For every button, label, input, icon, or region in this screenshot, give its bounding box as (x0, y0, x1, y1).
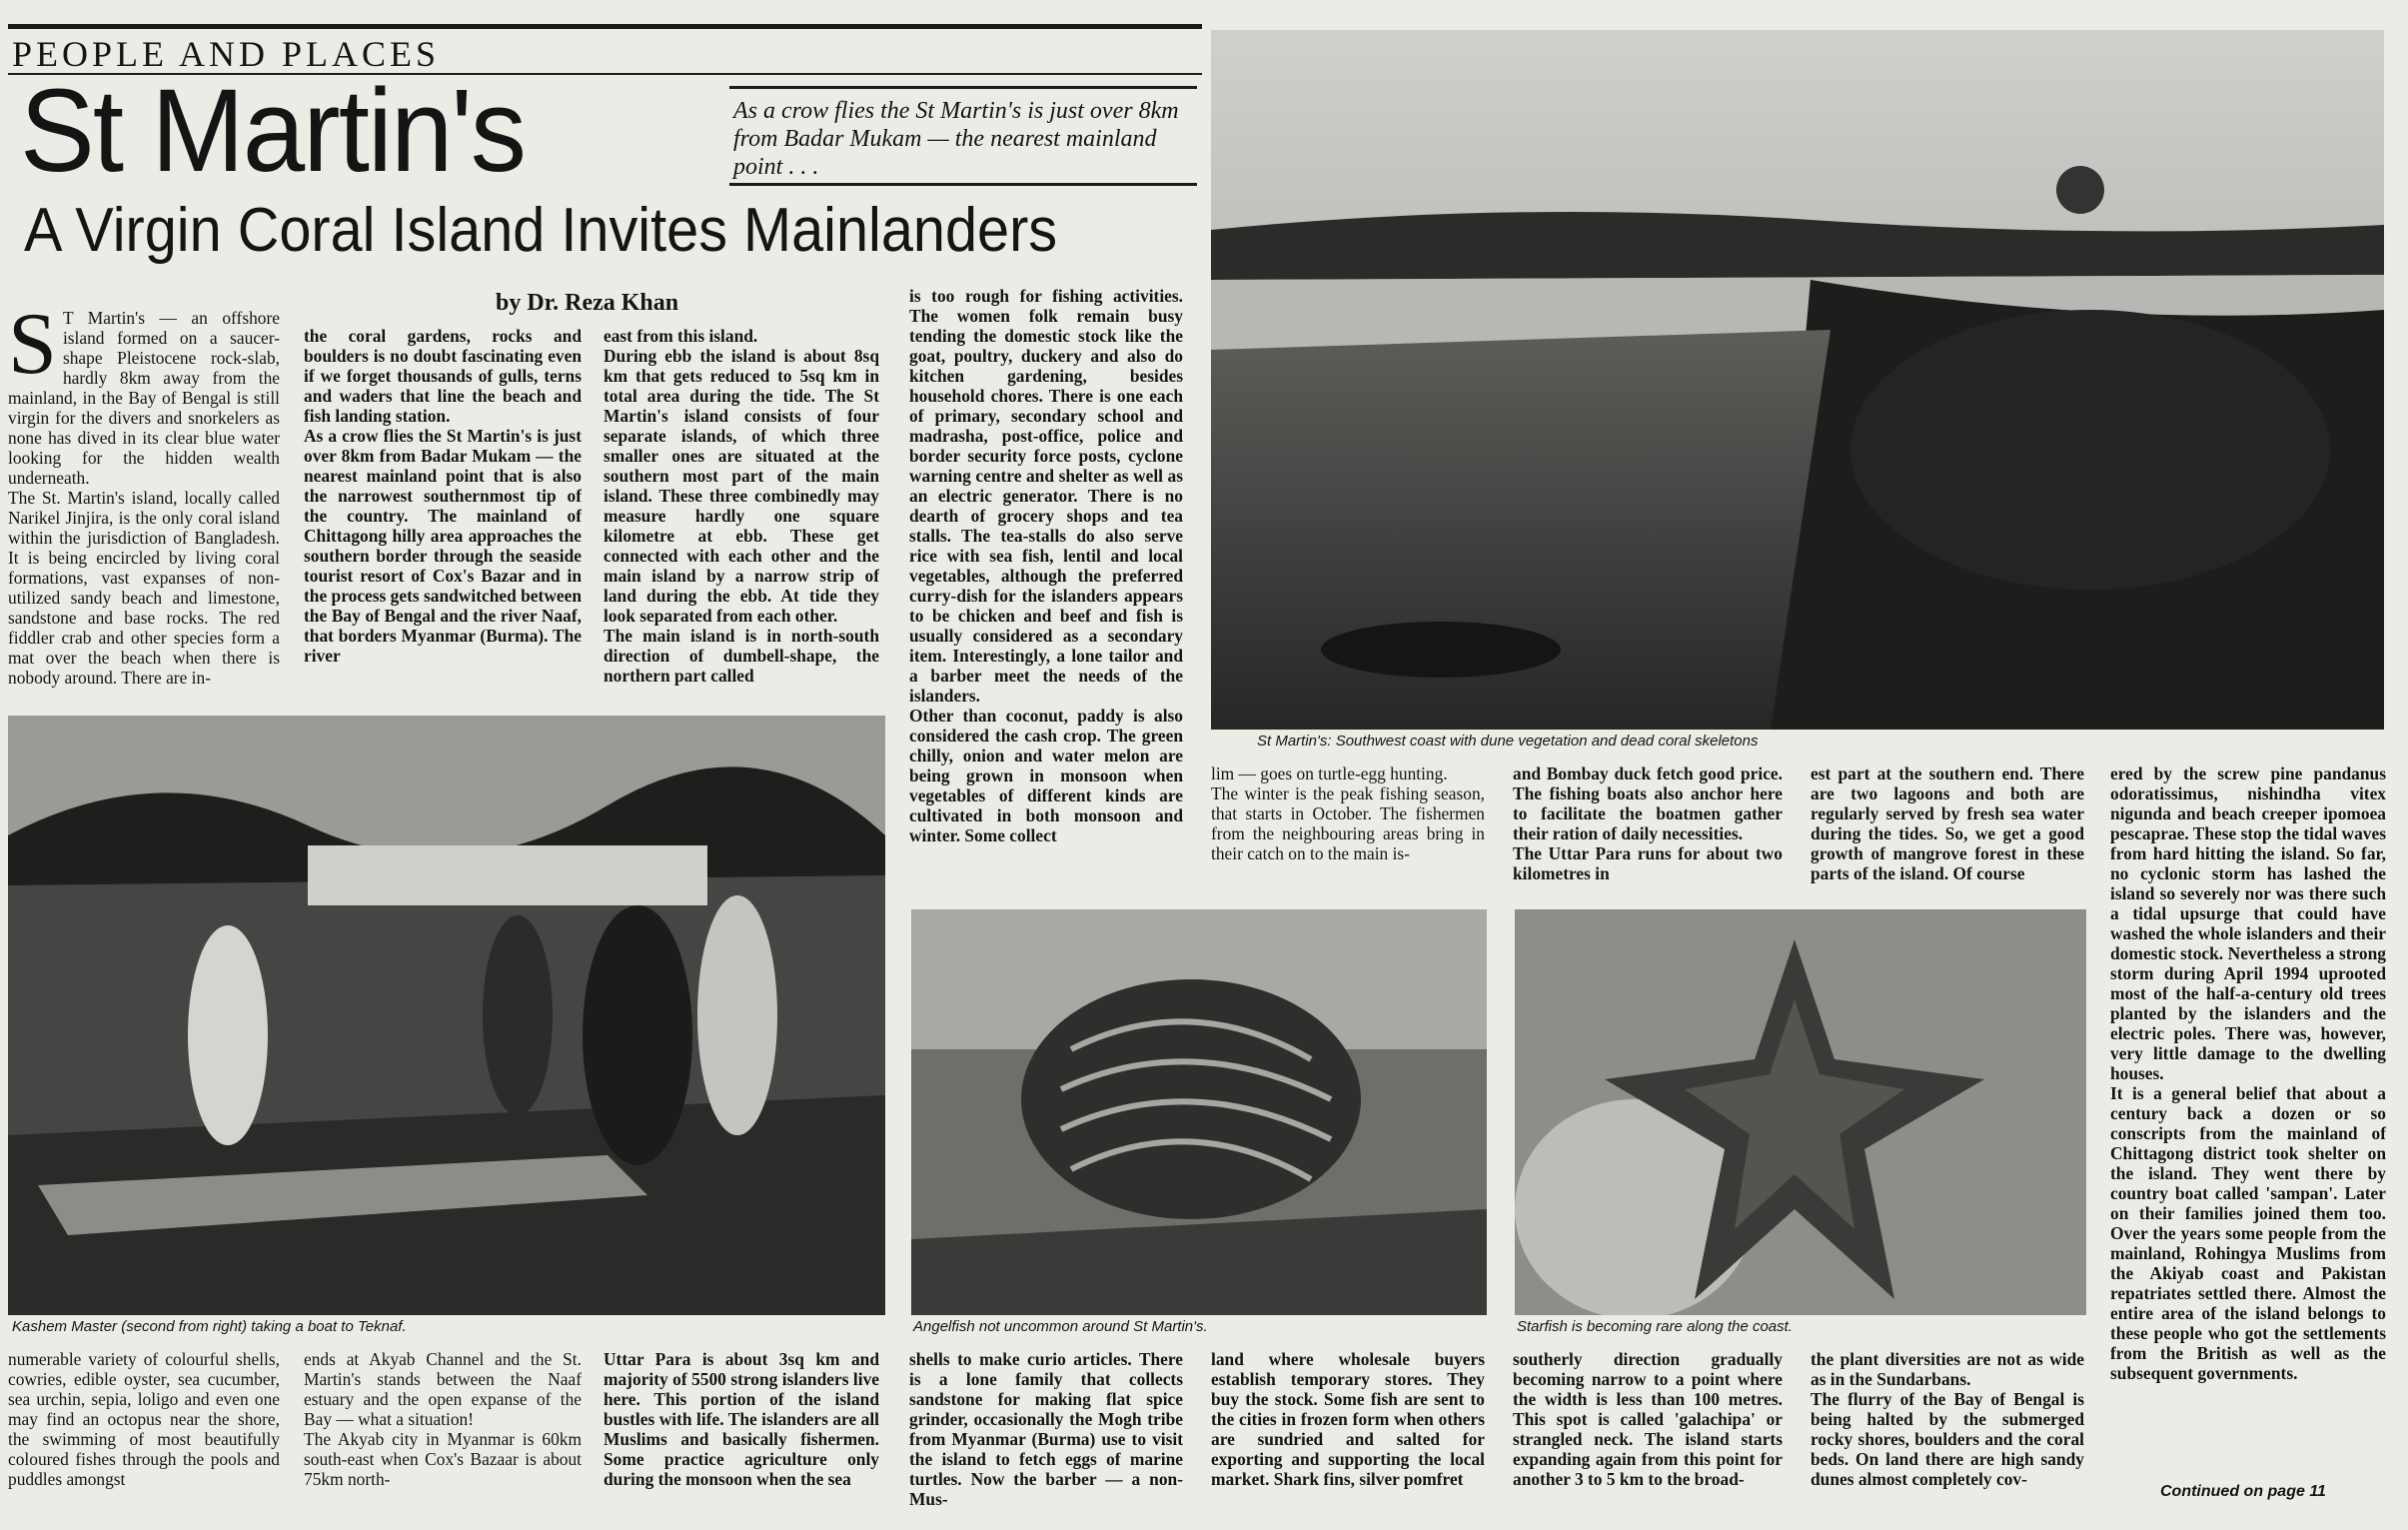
bottom-column-4: shells to make curio articles. There is a lone family that collects sandstone for making flat spice grinder, occasionally the Mogh tribe from Myanmar (Burma) use to visit the island to fetch eggs of marine turtles. Now the barber — a non-Mus- (909, 1349, 1183, 1509)
bottom-column-7: the plant diversities are not as wide as in the Sundarbans. The flurry of the Bay of Bengal is being halted by the submerged rocky shores, boulders and the coral beds. On land there are high sandy dunes almost completely cov- (1810, 1349, 2084, 1489)
bottom-column-1: numerable variety of colourful shells, cowries, edible oyster, sea cucumber, sea urchin, sepia, loligo and even one may find an octopus near the shore, the swimming of most beautifully coloured fishes through the pools and puddles amongst (8, 1349, 280, 1489)
article-column-5: lim — goes on turtle-egg hunting. The winter is the peak fishing season, that starts in October. The fishermen from the neighbouring areas bring in their catch on to the main is- (1211, 764, 1485, 863)
continued-note: Continued on page 11 (2160, 1483, 2326, 1500)
headline: St Martin's (20, 65, 526, 197)
bottom-column-3: Uttar Para is about 3sq km and majority of 5500 strong islanders live here. This portion of the island bustles with life. The islanders are all Muslims and basically fishermen. Some practice agriculture only during the monsoon when the sea (603, 1349, 879, 1489)
bottom-column-2: ends at Akyab Channel and the St. Martin's stands between the Naaf estuary and the open expanse of the Bay — what a situation! The Akyab city in Myanmar is 60km south-east when Cox's Bazaar is about 75km north- (304, 1349, 582, 1489)
article-column-3: east from this island. During ebb the island is about 8sq km that gets reduced to 5sq km in total area during the tide. The St Martin's island consists of four separate islands, of which three smaller ones are situated at the southern most part of the main island. These three combinedly may measure hardly one square kilometre at ebb. These get connected with each other and the main island by a narrow strip of land during the ebb. At tide they look separated from each other. The main island is in north-south direction of dumbell-shape, the northern part called (603, 326, 879, 686)
coast-caption: St Martin's: Southwest coast with dune vegetation and dead coral skeletons (1257, 733, 1759, 750)
article-column-4: is too rough for fishing activities. The women folk remain busy tending the domestic stock like the goat, poultry, duckery and also do kitchen gardening, besides household chores. There is one each of primary, secondary school and madrasha, post-office, police and border security force posts, cyclone warning centre and shelter as well as an electric generator. There is no dearth of grocery shops and tea stalls. The tea-stalls do also serve rice with sea fish, lentil and local vegetables, although the preferred curry-dish for the islanders appears to be chicken and beef and fish is usually considered as a secondary item. Interestingly, a lone tailor and a barber meet the needs of the islanders. Other than coconut, paddy is also considered the cash crop. The green chilly, onion and water melon are being grown in monsoon when vegetables of different kinds are cultivated in both monsoon and winter. Some collect (909, 286, 1183, 845)
pull-quote: As a crow flies the St Martin's is just over 8km from Badar Mukam — the nearest mainland point . . . (729, 86, 1197, 186)
coast-photo (1211, 30, 2384, 730)
article-column-6: and Bombay duck fetch good price. The fishing boats also anchor here to facilitate the boatmen gather their ration of daily necessities. The Uttar Para runs for about two kilometres in (1513, 764, 1783, 883)
byline: by Dr. Reza Khan (496, 290, 679, 316)
starfish-caption: Starfish is becoming rare along the coast. (1517, 1318, 1793, 1335)
bottom-column-6: southerly direction gradually becoming narrow to a point where the width is less than 100 metres. This spot is called 'galachipa' or strangled neck. The island starts expanding again from this point for another 3 to 5 km to the broad- (1513, 1349, 1783, 1489)
boat-photo (8, 716, 885, 1315)
article-column-1-text: T Martin's — an offshore island formed on a saucer-shape Pleistocene rock-slab, hardly 8km away from the mainland, in the Bay of Bengal is still virgin for the divers and snorkelers as none has dived in its clear blue water looking for the hidden wealth underneath. The St. Martin's island, locally called Narikel Jinjira, is the only coral island within the jurisdiction of Bangladesh. It is being encircled by living coral formations, vast expanses of non-utilized sandy beach and limestone, sandstone and base rocks. The red fiddler crab and other species form a mat over the beach when there is nobody around. There are in- (8, 308, 280, 688)
article-column-2: the coral gardens, rocks and boulders is no doubt fascinating even if we forget thousands of gulls, terns and waders that line the beach and fish landing station. As a crow flies the St Martin's is just over 8km from Badar Mukam — the nearest mainland point that is also the narrowest southernmost tip of the country. The mainland of Chittagong hilly area approaches the southern border through the seaside tourist resort of Cox's Bazar and in the process gets sandwitched between the Bay of Bengal and the river Naaf, that borders Myanmar (Burma). The river (304, 326, 582, 666)
article-column-1 (8, 288, 280, 700)
boat-caption: Kashem Master (second from right) taking a boat to Teknaf. (12, 1318, 407, 1335)
section-label: PEOPLE AND PLACES (12, 34, 441, 74)
starfish-photo (1515, 909, 2086, 1315)
bottom-column-5: land where wholesale buyers establish temporary stores. They buy the stock. Some fish are sent to the cities in frozen form when others are sundried and salted for exporting and supporting the local market. Shark fins, silver pomfret (1211, 1349, 1485, 1489)
article-column-8: ered by the screw pine pandanus odoratissimus, nishindha vitex nigunda and beach creeper ipomoea pescaprae. These stop the tidal waves from hard hitting the island. So far, no cyclonic storm has lashed the island so severely nor was there such a tidal upsurge that could have washed the whole islanders and their domestic stock. Nevertheless a strong storm during April 1994 uprooted most of the half-a-century old trees planted by the islanders and the electric poles. There was, however, very little damage to the dwelling houses. It is a general belief that about a century back a dozen or so conscripts from the mainland of Chittagong district took shelter on the island. They went there by country boat called 'sampan'. Later on their families joined them too. Over the years some people from the mainland, Rohingya Muslims from the Akiyab coast and Pakistan repatriates settled there. Almost the entire area of the island belongs to these people who got the settlements from the British as well as the subsequent governments. (2110, 764, 2386, 1383)
angelfish-caption: Angelfish not uncommon around St Martin's. (913, 1318, 1208, 1335)
article-column-7: est part at the southern end. There are two lagoons and both are regularly served by fresh sea water during the tides. So, we get a good growth of mangrove forest in these parts of the island. Of course (1810, 764, 2084, 883)
subheadline: A Virgin Coral Island Invites Mainlanders (24, 196, 1058, 265)
angelfish-photo (911, 909, 1487, 1315)
drop-cap: S (8, 296, 57, 393)
